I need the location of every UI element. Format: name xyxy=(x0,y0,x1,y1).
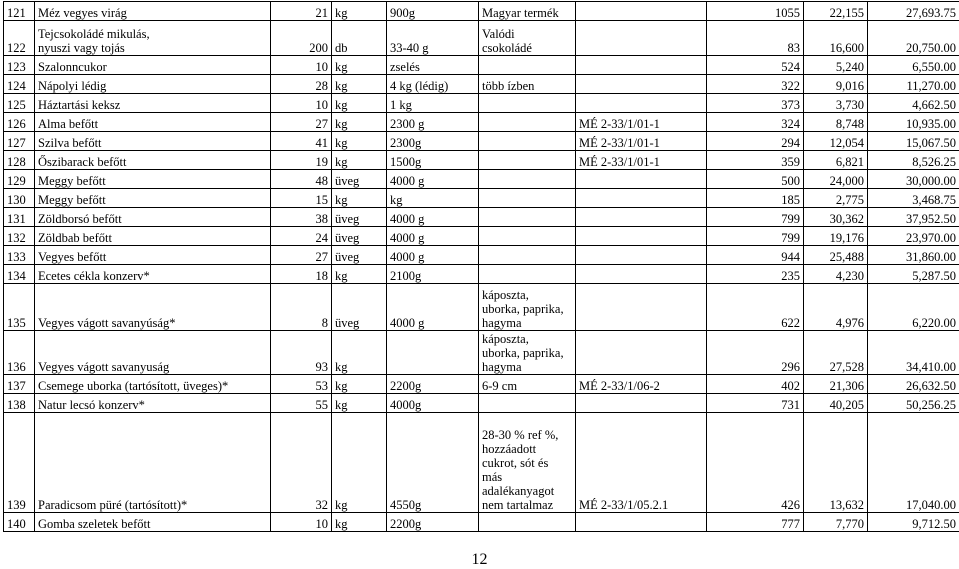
product-name-cell: Ecetes cékla konzerv* xyxy=(35,265,271,284)
standard-code-cell xyxy=(576,513,707,532)
standard-code-cell xyxy=(576,208,707,227)
standard-code-cell xyxy=(576,394,707,413)
unit-price-cell: 373 xyxy=(707,94,804,113)
product-name-cell: Szilva befőtt xyxy=(35,132,271,151)
net-value-cell: 4,976 xyxy=(804,284,868,331)
row-number-cell: 139 xyxy=(4,413,35,513)
quantity-cell: 48 xyxy=(271,170,332,189)
row-number-cell: 122 xyxy=(4,21,35,56)
description-cell xyxy=(479,208,576,227)
standard-code-cell xyxy=(576,246,707,265)
page-number: 12 xyxy=(0,551,959,569)
standard-code-cell xyxy=(576,170,707,189)
description-cell xyxy=(479,227,576,246)
net-value-cell: 3,730 xyxy=(804,94,868,113)
row-number-cell: 126 xyxy=(4,113,35,132)
net-value-cell: 7,770 xyxy=(804,513,868,532)
description-cell xyxy=(479,265,576,284)
product-name-cell: Zöldborsó befőtt xyxy=(35,208,271,227)
gross-value-cell: 5,287.50 xyxy=(868,265,959,284)
quantity-cell: 93 xyxy=(271,331,332,375)
unit-price-cell: 185 xyxy=(707,189,804,208)
gross-value-cell: 50,256.25 xyxy=(868,394,959,413)
product-name-cell: Nápolyi lédig xyxy=(35,75,271,94)
net-value-cell: 21,306 xyxy=(804,375,868,394)
unit-price-cell: 731 xyxy=(707,394,804,413)
gross-value-cell: 8,526.25 xyxy=(868,151,959,170)
net-value-cell: 2,775 xyxy=(804,189,868,208)
unit-cell: kg xyxy=(332,113,387,132)
product-name-cell: Méz vegyes virág xyxy=(35,2,271,21)
quantity-cell: 10 xyxy=(271,94,332,113)
net-value-cell: 12,054 xyxy=(804,132,868,151)
description-cell xyxy=(479,151,576,170)
package-size-cell: 2200g xyxy=(387,375,479,394)
net-value-cell: 6,821 xyxy=(804,151,868,170)
gross-value-cell: 31,860.00 xyxy=(868,246,959,265)
standard-code-cell xyxy=(576,56,707,75)
row-number-cell: 136 xyxy=(4,331,35,375)
unit-cell: üveg xyxy=(332,227,387,246)
quantity-cell: 200 xyxy=(271,21,332,56)
gross-value-cell: 34,410.00 xyxy=(868,331,959,375)
standard-code-cell: MÉ 2-33/1/01-1 xyxy=(576,132,707,151)
unit-cell: kg xyxy=(332,265,387,284)
package-size-cell: 2100g xyxy=(387,265,479,284)
unit-cell: üveg xyxy=(332,208,387,227)
description-cell xyxy=(479,170,576,189)
unit-price-cell: 359 xyxy=(707,151,804,170)
net-value-cell: 25,488 xyxy=(804,246,868,265)
description-cell xyxy=(479,113,576,132)
product-name-cell: Szalonncukor xyxy=(35,56,271,75)
gross-value-cell: 37,952.50 xyxy=(868,208,959,227)
table-row xyxy=(4,132,959,151)
gross-value-cell: 27,693.75 xyxy=(868,2,959,21)
quantity-cell: 24 xyxy=(271,227,332,246)
row-number-cell: 132 xyxy=(4,227,35,246)
row-number-cell: 131 xyxy=(4,208,35,227)
description-cell xyxy=(479,132,576,151)
unit-cell: kg xyxy=(332,151,387,170)
row-number-cell: 134 xyxy=(4,265,35,284)
standard-code-cell xyxy=(576,227,707,246)
table-row xyxy=(4,227,959,246)
description-cell: káposzta, uborka, paprika, hagyma xyxy=(479,331,576,375)
package-size-cell: 1 kg xyxy=(387,94,479,113)
quantity-cell: 19 xyxy=(271,151,332,170)
unit-price-cell: 524 xyxy=(707,56,804,75)
product-name-cell: Őszibarack befőtt xyxy=(35,151,271,170)
net-value-cell: 13,632 xyxy=(804,413,868,513)
description-cell: 28-30 % ref %, hozzáadott cukrot, sót és más adalékanyagot nem tartalmaz xyxy=(479,413,576,513)
package-size-cell: 4000 g xyxy=(387,246,479,265)
product-name-cell: Háztartási keksz xyxy=(35,94,271,113)
description-cell: 6-9 cm xyxy=(479,375,576,394)
package-size-cell: 33-40 g xyxy=(387,21,479,56)
row-number-cell: 140 xyxy=(4,513,35,532)
quantity-cell: 21 xyxy=(271,2,332,21)
unit-price-cell: 944 xyxy=(707,246,804,265)
net-value-cell: 24,000 xyxy=(804,170,868,189)
description-cell xyxy=(479,513,576,532)
product-name-cell: Natur lecsó konzerv* xyxy=(35,394,271,413)
gross-value-cell: 3,468.75 xyxy=(868,189,959,208)
table-row xyxy=(4,394,959,413)
unit-cell: kg xyxy=(332,56,387,75)
net-value-cell: 16,600 xyxy=(804,21,868,56)
unit-cell: kg xyxy=(332,189,387,208)
gross-value-cell: 20,750.00 xyxy=(868,21,959,56)
row-number-cell: 127 xyxy=(4,132,35,151)
product-name-cell: Vegyes befőtt xyxy=(35,246,271,265)
gross-value-cell: 6,220.00 xyxy=(868,284,959,331)
unit-cell: üveg xyxy=(332,246,387,265)
unit-price-cell: 322 xyxy=(707,75,804,94)
standard-code-cell xyxy=(576,331,707,375)
standard-code-cell xyxy=(576,284,707,331)
gross-value-cell: 17,040.00 xyxy=(868,413,959,513)
package-size-cell: 4000 g xyxy=(387,208,479,227)
quantity-cell: 32 xyxy=(271,413,332,513)
package-size-cell: kg xyxy=(387,189,479,208)
table-row xyxy=(4,513,959,532)
description-cell xyxy=(479,394,576,413)
unit-cell: kg xyxy=(332,2,387,21)
gross-value-cell: 15,067.50 xyxy=(868,132,959,151)
table-row xyxy=(4,56,959,75)
quantity-cell: 27 xyxy=(271,246,332,265)
unit-price-cell: 500 xyxy=(707,170,804,189)
unit-cell: üveg xyxy=(332,170,387,189)
product-name-cell: Gomba szeletek befőtt xyxy=(35,513,271,532)
description-cell xyxy=(479,56,576,75)
standard-code-cell: MÉ 2-33/1/01-1 xyxy=(576,151,707,170)
table-row xyxy=(4,413,959,513)
standard-code-cell: MÉ 2-33/1/01-1 xyxy=(576,113,707,132)
standard-code-cell xyxy=(576,189,707,208)
gross-value-cell: 23,970.00 xyxy=(868,227,959,246)
gross-value-cell: 6,550.00 xyxy=(868,56,959,75)
description-cell: Valódi csokoládé xyxy=(479,21,576,56)
unit-price-cell: 296 xyxy=(707,331,804,375)
package-size-cell: 2200g xyxy=(387,513,479,532)
unit-cell: kg xyxy=(332,75,387,94)
product-name-cell: Paradicsom püré (tartósított)* xyxy=(35,413,271,513)
gross-value-cell: 9,712.50 xyxy=(868,513,959,532)
description-cell: több ízben xyxy=(479,75,576,94)
unit-cell: üveg xyxy=(332,284,387,331)
table-row xyxy=(4,246,959,265)
standard-code-cell xyxy=(576,2,707,21)
package-size-cell: 4000 g xyxy=(387,170,479,189)
row-number-cell: 121 xyxy=(4,2,35,21)
net-value-cell: 27,528 xyxy=(804,331,868,375)
package-size-cell: 900g xyxy=(387,2,479,21)
unit-cell: kg xyxy=(332,94,387,113)
package-size-cell: 4 kg (lédig) xyxy=(387,75,479,94)
package-size-cell: 4550g xyxy=(387,413,479,513)
unit-price-cell: 426 xyxy=(707,413,804,513)
net-value-cell: 4,230 xyxy=(804,265,868,284)
net-value-cell: 19,176 xyxy=(804,227,868,246)
quantity-cell: 41 xyxy=(271,132,332,151)
standard-code-cell: MÉ 2-33/1/06-2 xyxy=(576,375,707,394)
gross-value-cell: 11,270.00 xyxy=(868,75,959,94)
unit-cell: kg xyxy=(332,413,387,513)
net-value-cell: 22,155 xyxy=(804,2,868,21)
gross-value-cell: 10,935.00 xyxy=(868,113,959,132)
standard-code-cell xyxy=(576,21,707,56)
table-row xyxy=(4,170,959,189)
product-name-cell: Csemege uborka (tartósított, üveges)* xyxy=(35,375,271,394)
unit-price-cell: 235 xyxy=(707,265,804,284)
unit-price-cell: 622 xyxy=(707,284,804,331)
unit-price-cell: 294 xyxy=(707,132,804,151)
unit-cell: kg xyxy=(332,132,387,151)
package-size-cell: 4000 g xyxy=(387,284,479,331)
table-row xyxy=(4,151,959,170)
quantity-cell: 38 xyxy=(271,208,332,227)
product-name-cell: Meggy befőtt xyxy=(35,170,271,189)
unit-price-cell: 402 xyxy=(707,375,804,394)
row-number-cell: 128 xyxy=(4,151,35,170)
quantity-cell: 53 xyxy=(271,375,332,394)
table-row xyxy=(4,75,959,94)
net-value-cell: 9,016 xyxy=(804,75,868,94)
table-row xyxy=(4,208,959,227)
net-value-cell: 8,748 xyxy=(804,113,868,132)
package-size-cell: 2300 g xyxy=(387,113,479,132)
package-size-cell: 2300g xyxy=(387,132,479,151)
product-name-cell: Tejcsokoládé mikulás, nyuszi vagy tojás xyxy=(35,21,271,56)
table-row xyxy=(4,284,959,331)
unit-price-cell: 1055 xyxy=(707,2,804,21)
unit-cell: kg xyxy=(332,375,387,394)
quantity-cell: 10 xyxy=(271,56,332,75)
row-number-cell: 123 xyxy=(4,56,35,75)
unit-cell: kg xyxy=(332,394,387,413)
net-value-cell: 30,362 xyxy=(804,208,868,227)
quantity-cell: 10 xyxy=(271,513,332,532)
table-row xyxy=(4,189,959,208)
table-body xyxy=(4,2,959,532)
table-row xyxy=(4,21,959,56)
row-number-cell: 125 xyxy=(4,94,35,113)
unit-price-cell: 799 xyxy=(707,208,804,227)
quantity-cell: 27 xyxy=(271,113,332,132)
quantity-cell: 28 xyxy=(271,75,332,94)
gross-value-cell: 26,632.50 xyxy=(868,375,959,394)
net-value-cell: 5,240 xyxy=(804,56,868,75)
unit-cell: kg xyxy=(332,513,387,532)
quantity-cell: 8 xyxy=(271,284,332,331)
standard-code-cell xyxy=(576,265,707,284)
row-number-cell: 137 xyxy=(4,375,35,394)
row-number-cell: 130 xyxy=(4,189,35,208)
package-size-cell xyxy=(387,331,479,375)
table-row xyxy=(4,94,959,113)
product-name-cell: Zöldbab befőtt xyxy=(35,227,271,246)
row-number-cell: 124 xyxy=(4,75,35,94)
row-number-cell: 133 xyxy=(4,246,35,265)
package-size-cell: 4000 g xyxy=(387,227,479,246)
table-row xyxy=(4,113,959,132)
gross-value-cell: 4,662.50 xyxy=(868,94,959,113)
standard-code-cell xyxy=(576,94,707,113)
quantity-cell: 55 xyxy=(271,394,332,413)
gross-value-cell: 30,000.00 xyxy=(868,170,959,189)
package-size-cell: 1500g xyxy=(387,151,479,170)
description-cell xyxy=(479,246,576,265)
unit-price-cell: 777 xyxy=(707,513,804,532)
table-row xyxy=(4,2,959,21)
row-number-cell: 138 xyxy=(4,394,35,413)
package-size-cell: zselés xyxy=(387,56,479,75)
description-cell: Magyar termék xyxy=(479,2,576,21)
row-number-cell: 129 xyxy=(4,170,35,189)
table-row xyxy=(4,331,959,375)
description-cell: káposzta, uborka, paprika, hagyma xyxy=(479,284,576,331)
unit-cell: db xyxy=(332,21,387,56)
table-row xyxy=(4,375,959,394)
product-name-cell: Vegyes vágott savanyuság xyxy=(35,331,271,375)
description-cell xyxy=(479,94,576,113)
unit-cell: kg xyxy=(332,331,387,375)
product-name-cell: Vegyes vágott savanyúság* xyxy=(35,284,271,331)
unit-price-cell: 83 xyxy=(707,21,804,56)
description-cell xyxy=(479,189,576,208)
unit-price-cell: 799 xyxy=(707,227,804,246)
product-name-cell: Meggy befőtt xyxy=(35,189,271,208)
unit-price-cell: 324 xyxy=(707,113,804,132)
row-number-cell: 135 xyxy=(4,284,35,331)
quantity-cell: 15 xyxy=(271,189,332,208)
product-name-cell: Alma befőtt xyxy=(35,113,271,132)
standard-code-cell: MÉ 2-33/1/05.2.1 xyxy=(576,413,707,513)
net-value-cell: 40,205 xyxy=(804,394,868,413)
package-size-cell: 4000g xyxy=(387,394,479,413)
product-price-table xyxy=(3,1,959,532)
standard-code-cell xyxy=(576,75,707,94)
table-row xyxy=(4,265,959,284)
quantity-cell: 18 xyxy=(271,265,332,284)
